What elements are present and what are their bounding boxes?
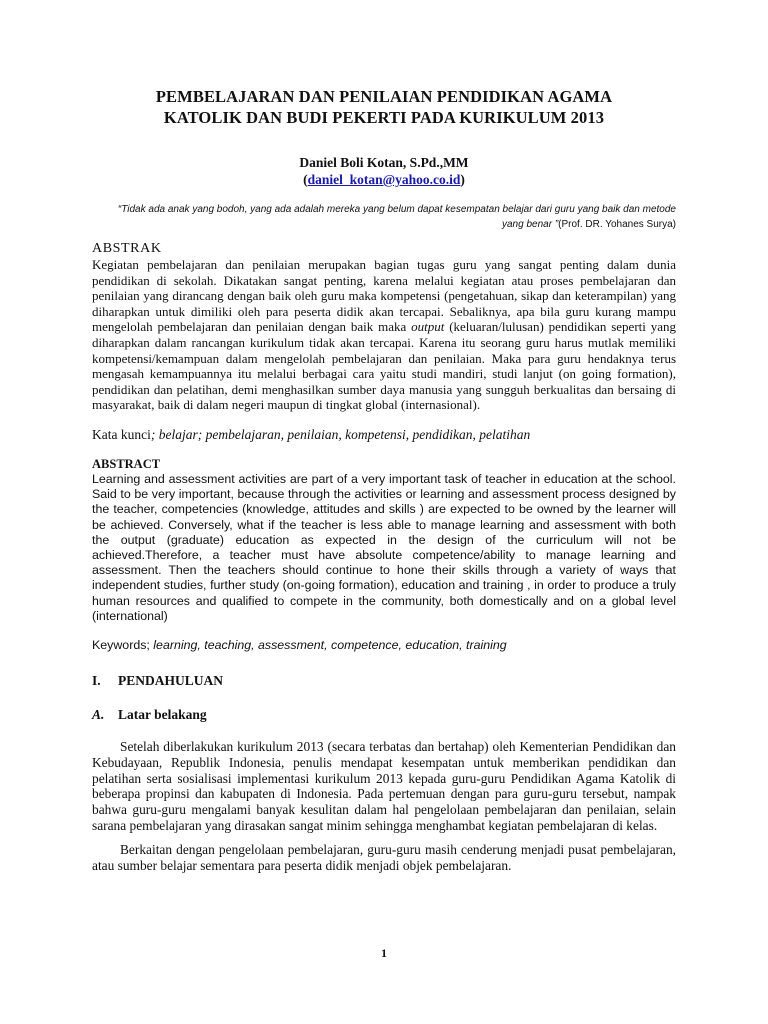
page-number: 1 <box>381 946 387 960</box>
keywords-label: Keywords; <box>92 637 154 652</box>
subsection-title: Latar belakang <box>118 706 207 722</box>
paper-title <box>92 0 676 128</box>
title-line-1: PEMBELAJARAN DAN PENILAIAN PENDIDIKAN AGAMA <box>155 87 613 106</box>
kata-kunci <box>92 426 676 443</box>
author-email-link[interactable]: daniel_kotan@yahoo.co.id <box>307 172 461 187</box>
subsection-letter: A. <box>92 706 105 722</box>
kata-kunci-label: Kata kunci <box>92 426 151 442</box>
body-paragraph-2: Berkaitan dengan pengelolaan pembelajaran, guru-guru masih cenderung menjadi pusat pembelajaran, atau sumber belajar sementara para peserta didik menjadi objek pembelajaran. <box>92 841 676 873</box>
kata-kunci-terms: ; belajar; pembelajaran, penilaian, kompetensi, pendidikan, pelatihan <box>150 426 531 442</box>
keywords <box>92 637 676 653</box>
quote-source: (Prof. DR. Yohanes Surya) <box>558 219 676 230</box>
quote-text: “Tidak ada anak yang bodoh, yang ada adalah mereka yang belum dapat kesempatan belajar dari guru yang baik dan metode yang benar ” <box>117 204 676 230</box>
email-open-paren: ( <box>303 172 308 187</box>
author-name: Daniel Boli Kotan, S.Pd.,MM <box>299 155 469 170</box>
body-paragraph-1: Setelah diberlakukan kurikulum 2013 (secara terbatas dan bertahap) oleh Kementerian Pendidikan dan Kebudayaan, Republik Indonesia, penulis mendapat kesempatan untuk memberikan pendidikan dan pelatihan serta sosialisasi implementasi kurikulum 2013 kepada guru-guru Pendidikan Agama Katolik di beberapa propinsi dan kabupaten di Indonesia. Pada pertemuan dengan para guru-guru tersebut, nampak bahwa guru-guru mengalami banyak kesulitan dalam hal pengelolaan pembelajaran dan penilaian, selain sarana pembelajaran yang dirasakan sangat minim sehingga menghambat kegiatan pembelajaran di kelas. <box>92 738 676 833</box>
abstract-heading: ABSTRACT <box>92 456 161 471</box>
section-number: I. <box>92 672 101 688</box>
abstrak-heading: ABSTRAK <box>92 241 162 256</box>
epigraph-quote <box>92 202 676 232</box>
abstrak-italic-word: output <box>411 319 445 335</box>
abstrak-text-part-2: (keluaran/lulusan) pendidikan seperti yang diharapkan dalam rancangan kurikulum tidak akan tercapai. Karena itu seorang guru harus mutlak memiliki kompetensi/kemampuan dalam mengelolah pembelajaran dan penilaian. Maka para guru hendaknya terus mengasah kemampuannya itu melalui berbagai cara yaitu studi mandiri, studi lanjut (on going formation), pendidikan dan pelatihan, demi menghasilkan sumber daya manusia yang sungguh berkualitas dan bersaing di masyarakat, baik di dalam negeri maupun di tingkat global (internasional). <box>92 319 677 413</box>
section-heading-pendahuluan <box>92 672 676 689</box>
abstract-text: Learning and assessment activities are part of a very important task of teacher in education at the school. Said to be very important, because through the activities or learning and assessment process designed by the teacher, competencies (knowledge, attitudes and skills ) are expected to be owned by the learner will be achieved. Conversely, what if the teacher is less able to manage learning and assessment with both the output (graduate) education as expected in the design of the curriculum will not be achieved.Therefore, a teacher must have absolute competence/ability to manage learning and assessment. Then the teachers should continue to hone their skills through a variety of ways that independent studies, further study (on-going formation), education and training , in order to produce a truly human resources and qualified to compete in the community, both domestically and on a global level (international) <box>92 471 676 623</box>
abstrak-text <box>92 257 676 413</box>
abstrak-text-part-1: Kegiatan pembelajaran dan penilaian merupakan bagian tugas guru yang sangat penting dalam dunia pendidikan di sekolah. Dikatakan sangat penting, karena melalui kegiatan atau proses pembelajaran dan penilaian yang dirancang dengan baik oleh guru maka kompetensi (pengetahuan, sikap dan keterampilan) yang diharapkan untuk dimiliki oleh para peserta didik akan tercapai. Sebaliknya, apa bila guru kurang mampu mengelolah pembelajaran dan penilaian dengan baik maka <box>92 257 676 335</box>
keywords-terms: learning, teaching, assessment, competence, education, training <box>153 637 507 652</box>
author-email-line <box>92 171 676 188</box>
subsection-heading-latar-belakang <box>92 706 676 723</box>
section-title: PENDAHULUAN <box>118 672 224 688</box>
email-close-paren: ) <box>460 172 465 187</box>
title-line-2: KATOLIK DAN BUDI PEKERTI PADA KURIKULUM 2013 <box>163 108 605 127</box>
